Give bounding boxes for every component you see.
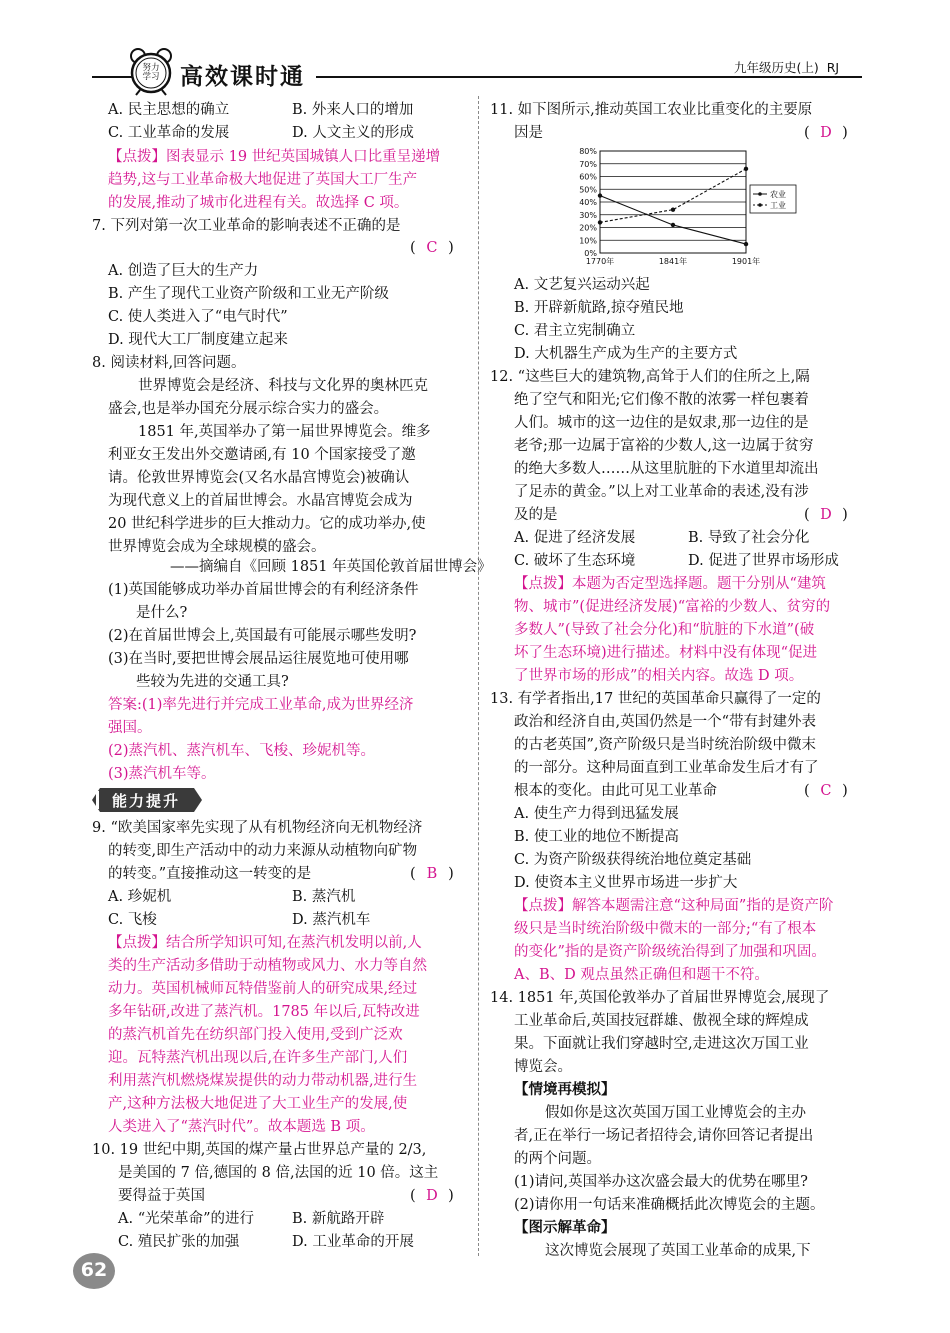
left-column-text-line: B. 产生了现代工业资产阶级和工业无产阶级 — [108, 286, 389, 302]
left-column-text-line: 答案:(1)率先进行并完成工业革命,成为世界经济 — [108, 697, 414, 713]
chart-x-tick-label: 1770年 — [585, 257, 615, 266]
left-column-text-line: D. 蒸汽机车 — [292, 912, 371, 928]
left-column-text-line: 的发展,推动了城市化进程有关。故选择 C 项。 — [108, 195, 409, 211]
left-column-text-line: 7. 下列对第一次工业革命的影响表述不正确的是 — [92, 218, 401, 234]
chart-y-tick-label: 40% — [579, 198, 597, 207]
right-column-text-line: 坏了生态环境)进行描述。材料中没有体现“促进 — [514, 645, 818, 661]
left-column-text-line: 利用蒸汽机燃烧煤炭提供的动力带动机器,进行生 — [108, 1073, 418, 1089]
left-column-text-line: C. 飞梭 — [108, 912, 157, 928]
left-column-text-line: 产,这种方法极大地促进了大工业生产的发展,使 — [108, 1096, 408, 1112]
chart-legend-label: 工业 — [770, 201, 786, 210]
right-column-text-line: 果。下面就让我们穿越时空,走进这次万国工业 — [514, 1036, 809, 1052]
chart-y-tick-label: 10% — [579, 236, 597, 246]
answer-bracket: ( C ) — [804, 783, 848, 799]
right-column-text-line: 物、城市”(促进经济发展)“富裕的少数人、贫穷的 — [514, 599, 831, 615]
right-column-text-line: 【点拨】本题为否定型选择题。题干分别从“建筑 — [514, 576, 826, 592]
chart-y-tick-label: 0% — [584, 249, 597, 258]
chart-container — [560, 145, 800, 270]
left-column-text-line: 【点拨】结合所学知识可知,在蒸汽机发明以前,人 — [108, 935, 422, 951]
chart-y-tick-label: 30% — [579, 210, 597, 220]
left-column-text-line: 世界博览会是经济、科技与文化界的奥林匹克 — [138, 378, 428, 394]
right-column-text-line: B. 使工业的地位不断提高 — [514, 829, 679, 845]
left-column-text-line: 的转变,即生产活动中的动力来源从动植物向矿物 — [108, 843, 418, 859]
right-column-text-line: 【点拨】解答本题需注意“这种局面”指的是资产阶 — [514, 898, 834, 914]
chart-data-point — [744, 167, 748, 171]
right-column-text-line: 博览会。 — [514, 1059, 572, 1075]
left-column-text-line: C. 工业革命的发展 — [108, 125, 230, 141]
right-column-text-line: 了世界市场的形成”的相关内容。故选 D 项。 — [514, 668, 804, 684]
alarm-clock-logo-icon — [126, 46, 176, 96]
left-column-text-line: (2)蒸汽机、蒸汽机车、飞梭、珍妮机等。 — [108, 743, 376, 759]
header-logo-title: 高效课时通 — [180, 64, 305, 90]
chart-data-point — [671, 223, 675, 227]
right-column-text-line: 这次博览会展现了英国工业革命的成果,下 — [545, 1243, 811, 1259]
right-column-text-line: (1)请问,英国举办这次盛会最大的优势在哪里? — [514, 1174, 808, 1190]
answer-letter: C — [426, 240, 438, 256]
chart-y-tick-label: 70% — [579, 159, 597, 169]
answer-letter: D — [426, 1188, 438, 1204]
left-column-text-line: (3)蒸汽机车等。 — [108, 766, 216, 782]
right-column-text-line: B. 导致了社会分化 — [688, 530, 810, 546]
chart-legend-marker — [758, 192, 762, 196]
logo-seal-text: 努力学习 — [142, 63, 160, 82]
right-column-text-line: 者,正在举行一场记者招待会,请你回答记者提出 — [514, 1128, 814, 1144]
right-column-text-line: 了足赤的黄金。”以上对工业革命的表述,没有涉 — [514, 484, 809, 500]
header-rule-right — [316, 76, 862, 78]
left-column-text-line: B. 外来人口的增加 — [292, 102, 414, 118]
chart-y-tick-label: 20% — [579, 223, 597, 233]
page-number: 62 — [80, 1259, 108, 1281]
right-column-text-line: 多数人”(导致了社会分化)和“肮脏的下水道”(破 — [514, 622, 815, 638]
left-column-text-line: 8. 阅读材料,回答问题。 — [92, 355, 246, 371]
right-column-text-line: C. 为资产阶级获得统治地位奠定基础 — [514, 852, 752, 868]
chart-y-tick-label: 60% — [579, 172, 597, 182]
right-column-text-line: 根本的变化。由此可见工业革命 — [514, 783, 717, 799]
left-column-text-line: C. 殖民扩张的加强 — [118, 1234, 240, 1250]
left-column-text-line: 是什么? — [136, 605, 188, 621]
left-column-text-line: 些较为先进的交通工具? — [136, 674, 289, 690]
left-column-text-line: D. 工业革命的开展 — [292, 1234, 414, 1250]
right-column-text-line: 【情境再模拟】 — [514, 1081, 616, 1098]
right-column-text-line: 11. 如下图所示,推动英国工农业比重变化的主要原 — [490, 102, 813, 118]
right-column-text-line: 工业革命后,英国技冠群雄、傲视全球的辉煌成 — [514, 1013, 809, 1029]
left-column-text-line: D. 现代大工厂制度建立起来 — [108, 332, 288, 348]
left-column-text-line: 动力。英国机械师瓦特借鉴前人的研究成果,经过 — [108, 981, 418, 997]
left-column-text-line: A. 珍妮机 — [108, 889, 172, 905]
right-column-text-line: A、B、D 观点虽然正确但和题干不符。 — [514, 967, 769, 983]
right-column-text-line: 政治和经济自由,英国仍然是一个“带有封建外表 — [514, 714, 817, 730]
right-column-text-line: C. 君主立宪制确立 — [514, 323, 636, 339]
answer-bracket: ( D ) — [804, 507, 848, 523]
right-column-text-line: 12. “这些巨大的建筑物,高耸于人们的住所之上,隔 — [490, 369, 810, 385]
left-column-text-line: B. 蒸汽机 — [292, 889, 356, 905]
right-column-text-line: 绝了空气和阳光;它们像不散的浓雾一样包裹着 — [514, 392, 809, 408]
answer-letter: B — [426, 866, 438, 882]
left-column-text-line: (2)在首届世博会上,英国最有可能展示哪些发明? — [108, 628, 417, 644]
answer-bracket: ( C ) — [410, 240, 454, 256]
right-column-text-line: 【图示解革命】 — [514, 1219, 616, 1236]
left-column-text-line: 要得益于英国 — [118, 1188, 205, 1204]
answer-letter: C — [820, 783, 832, 799]
right-column-text-line: D. 使资本主义世界市场进一步扩大 — [514, 875, 738, 891]
right-column-text-line: A. 使生产力得到迅猛发展 — [514, 806, 679, 822]
right-column-text-line: 的一部分。这种局面直到工业革命发生后才有了 — [514, 760, 819, 776]
right-column-text-line: 假如你是这次英国万国工业博览会的主办 — [545, 1105, 806, 1121]
left-column-text-line: A. “光荣革命”的进行 — [118, 1211, 255, 1227]
left-column-text-line: 请。伦敦世界博览会(又名水晶宫博览会)被确认 — [108, 470, 410, 486]
chart-legend-marker — [758, 203, 762, 207]
right-column-text-line: 13. 有学者指出,17 世纪的英国革命只赢得了一定的 — [490, 691, 821, 707]
left-column-text-line: (1)英国能够成功举办首届世博会的有利经济条件 — [108, 582, 419, 598]
section-banner — [92, 788, 202, 812]
left-column-text-line: 迎。瓦特蒸汽机出现以后,在许多生产部门,人们 — [108, 1050, 408, 1066]
left-column-text-line: C. 使人类进入了“电气时代” — [108, 309, 288, 325]
right-column-text-line: 人们。城市的这一边住的是奴隶,那一边住的是 — [514, 415, 809, 431]
left-column-text-line: A. 民主思想的确立 — [108, 102, 230, 118]
left-column-text-line: 世界博览会成为全球规模的盛会。 — [108, 539, 326, 555]
left-column-text-line: 是美国的 7 倍,德国的 8 倍,法国的近 10 倍。这主 — [118, 1165, 439, 1181]
chart-data-point — [598, 220, 602, 224]
left-column-text-line: 的蒸汽机首先在纺织部门投入使用,受到广泛欢 — [108, 1027, 403, 1043]
left-column-text-line: D. 人文主义的形成 — [292, 125, 414, 141]
right-column-text-line: (2)请你用一句话来准确概括此次博览会的主题。 — [514, 1197, 825, 1213]
section-title: 能力提升 — [112, 792, 181, 810]
left-column-text-line: 10. 19 世纪中期,英国的煤产量占世界总产量的 2/3, — [92, 1142, 427, 1158]
chart-data-point — [744, 242, 748, 246]
left-column-text-line: 【点拨】图表显示 19 世纪英国城镇人口比重呈递增 — [108, 149, 441, 165]
left-column-text-line: ——摘编自《回顾 1851 年英国伦敦首届世博会》 — [170, 559, 492, 575]
right-column-text-line: 因是 — [514, 125, 543, 141]
answer-letter: D — [820, 125, 832, 141]
right-column-text-line: D. 大机器生产成为生产的主要方式 — [514, 346, 738, 362]
right-column-text-line: 的变化”指的是资产阶级统治得到了加强和巩固。 — [514, 944, 826, 960]
header — [0, 0, 950, 95]
left-column-text-line: 强国。 — [108, 720, 152, 736]
page-number-badge — [72, 1252, 116, 1290]
chart-x-tick-label: 1841年 — [658, 257, 688, 266]
left-column-text-line: 为现代意义上的首届世博会。水晶宫博览会成为 — [108, 493, 413, 509]
right-column-text-line: 14. 1851 年,英国伦敦举办了首届世界博览会,展现了 — [490, 990, 830, 1006]
right-column-text-line: 老爷;那一边属于富裕的少数人,这一边属于贫穷 — [514, 438, 814, 454]
header-grade-label: 九年级历史(上) RJ — [734, 60, 840, 75]
answer-bracket: ( D ) — [410, 1188, 454, 1204]
right-column-text-line: 的古老英国”,资产阶级只是当时统治阶级中微末 — [514, 737, 817, 753]
left-column-text-line: B. 新航路开辟 — [292, 1211, 385, 1227]
right-column-text-line: C. 破坏了生态环境 — [514, 553, 636, 569]
right-column-text-line: 的绝大多数人……从这里肮脏的下水道里却流出 — [514, 461, 819, 477]
right-column-text-line: 的两个问题。 — [514, 1151, 601, 1167]
left-column-text-line: 1851 年,英国举办了第一届世界博览会。维多 — [138, 424, 431, 440]
answer-bracket: ( B ) — [410, 866, 454, 882]
left-column-text-line: 多年钻研,改进了蒸汽机。1785 年以后,瓦特改进 — [108, 1004, 420, 1020]
left-column-text-line: 人类进入了“蒸汽时代”。故本题选 B 项。 — [108, 1119, 375, 1135]
left-column-text-line: 盛会,也是举办国充分展示综合实力的盛会。 — [108, 401, 389, 417]
answer-bracket: ( D ) — [804, 125, 848, 141]
right-column-text-line: A. 促进了经济发展 — [514, 530, 636, 546]
chart-legend-label: 农业 — [770, 190, 786, 199]
right-column-text-line: D. 促进了世界市场形成 — [688, 553, 839, 569]
right-column-text-line: 及的是 — [514, 507, 558, 523]
left-column-text-line: 类的生产活动多借助于动植物或风力、水力等自然 — [108, 958, 427, 974]
left-column-text-line: 利亚女王发出外交邀请函,有 10 个国家接受了邀 — [108, 447, 416, 463]
chart-x-tick-label: 1901年 — [731, 257, 761, 266]
right-column-text-line: A. 文艺复兴运动兴起 — [514, 277, 650, 293]
left-column-text-line: 趋势,这与工业革命极大地促进了英国大工厂生产 — [108, 172, 418, 188]
line-chart — [560, 145, 800, 270]
column-divider — [478, 96, 479, 1256]
left-column-text-line: 20 世纪科学进步的巨大推动力。它的成功举办,使 — [108, 516, 426, 532]
answer-letter: D — [820, 507, 832, 523]
left-column-text-line: 的转变。”直接推动这一转变的是 — [108, 866, 312, 882]
left-column-text-line: A. 创造了巨大的生产力 — [108, 263, 259, 279]
chart-data-point — [671, 207, 675, 211]
chart-data-point — [598, 193, 602, 197]
chart-y-tick-label: 50% — [579, 185, 597, 195]
left-column-text-line: (3)在当时,要把世博会展品运往展览地可使用哪 — [108, 651, 409, 667]
chart-y-tick-label: 80% — [579, 147, 597, 156]
right-column-text-line: B. 开辟新航路,掠夺殖民地 — [514, 300, 684, 316]
right-column-text-line: 级只是当时统治阶级中微末的一部分;“有了根本 — [514, 921, 817, 937]
left-column-text-line: 9. “欧美国家率先实现了从有机物经济向无机物经济 — [92, 820, 423, 836]
